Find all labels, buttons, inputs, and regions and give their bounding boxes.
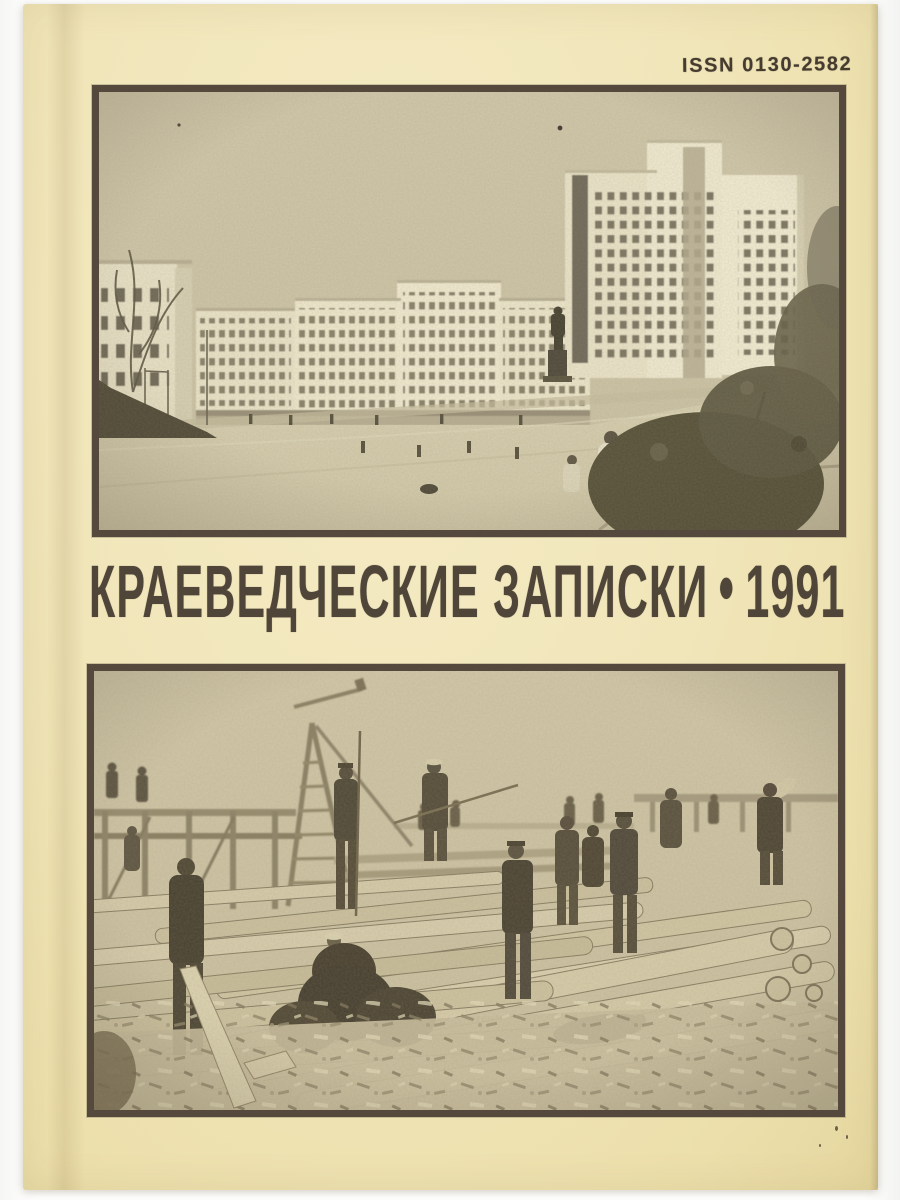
paper-speck [846,1135,848,1139]
timber-workers-photo [87,664,845,1117]
title-separator-dot: • [719,546,736,629]
paper-speck [819,1144,821,1147]
title-year: 1991 [745,550,846,633]
title-word-2: ЗАПИСКИ [493,550,709,633]
timber-scene [94,671,838,1110]
book-cover [23,4,878,1190]
city-square-photo [92,85,846,537]
title-word-2-and-year [493,546,846,633]
title-word-1: КРАЕВЕДЧЕСКИЕ [89,550,480,633]
city-square-scene [99,92,839,530]
issn-number: ISSN 0130-2582 [681,53,853,77]
cover-title [89,546,846,633]
paper-speck [835,1126,838,1131]
